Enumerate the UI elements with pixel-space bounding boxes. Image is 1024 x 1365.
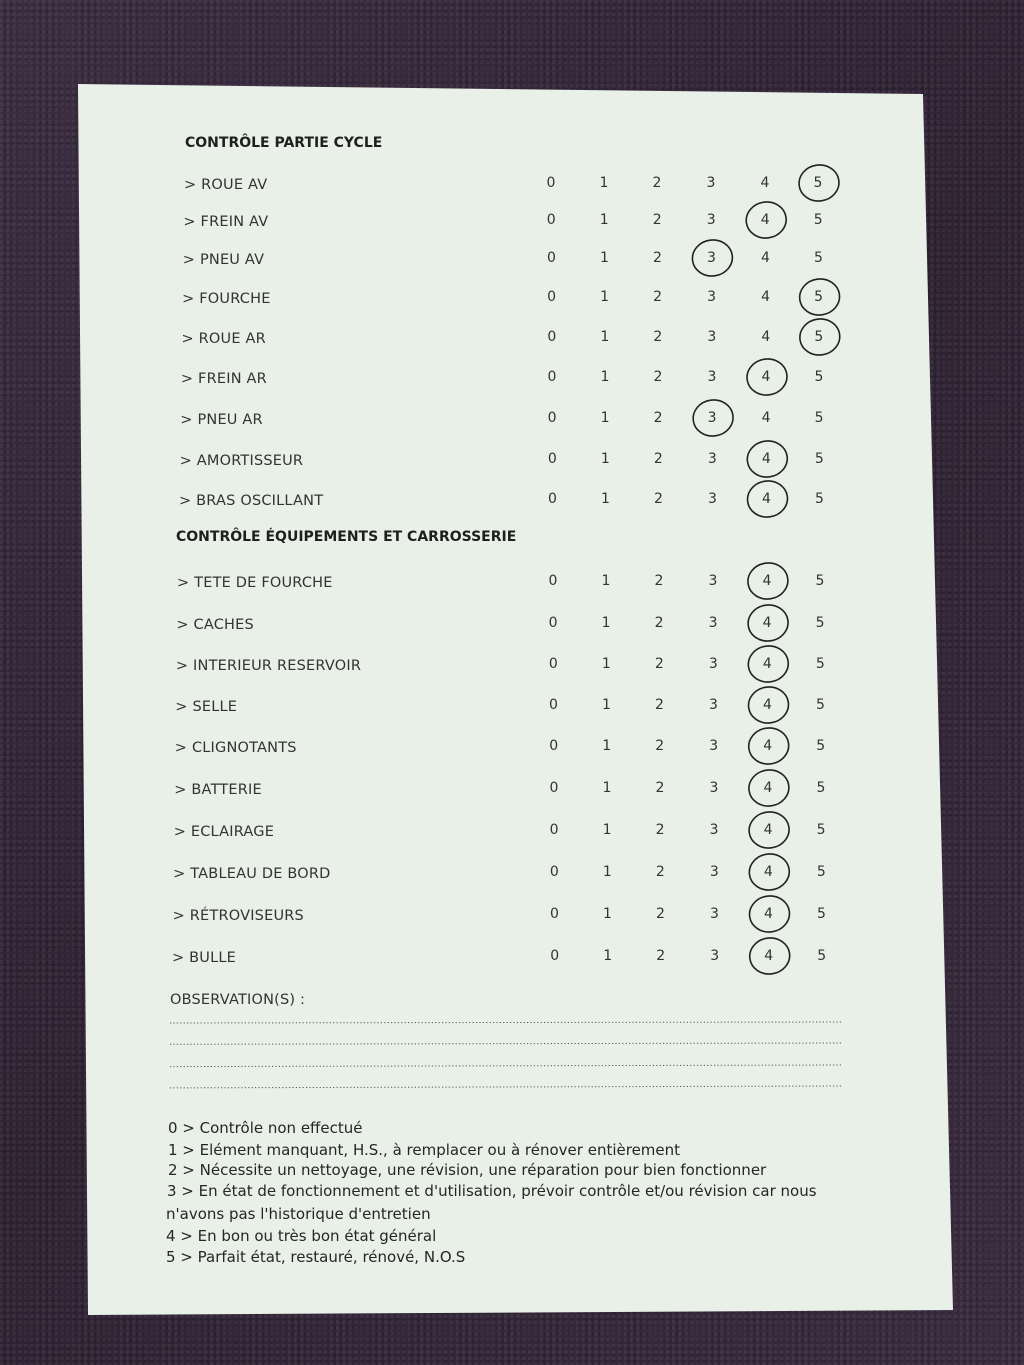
rating-option[interactable]: 3 <box>708 615 718 631</box>
rating-option[interactable]: 2 <box>655 822 665 838</box>
rating-option[interactable]: 0 <box>549 822 559 838</box>
legend-line: 0 > Contrôle non effectué <box>168 1119 363 1137</box>
rating-option[interactable]: 0 <box>549 697 558 713</box>
rating-option[interactable]: 4 <box>762 615 772 631</box>
rating-option[interactable]: 0 <box>548 656 558 672</box>
rating-option[interactable]: 4 <box>760 175 770 191</box>
rating-option[interactable]: 1 <box>601 491 610 507</box>
rating-option[interactable]: 1 <box>601 656 611 672</box>
rating-option[interactable]: 4 <box>760 250 770 266</box>
rating-option[interactable]: 2 <box>652 212 662 228</box>
rating-option[interactable]: 5 <box>815 615 825 631</box>
rating-option[interactable]: 3 <box>708 573 718 589</box>
checklist-item-label: > BULLE <box>172 950 237 966</box>
legend-line: 5 > Parfait état, restauré, rénové, N.O.S <box>166 1248 466 1266</box>
rating-option[interactable]: 3 <box>709 864 719 880</box>
rating-option[interactable]: 3 <box>706 250 716 266</box>
rating-option[interactable]: 4 <box>763 697 772 713</box>
checklist-item-label: > BRAS OSCILLANT <box>179 493 324 509</box>
rating-option[interactable]: 3 <box>709 697 718 713</box>
legend-line: 3 > En état de fonctionnement et d'utilisation, prévoir contrôle et/ou révision car nous <box>167 1182 817 1200</box>
rating-option[interactable]: 2 <box>656 906 665 922</box>
rating-option[interactable]: 4 <box>763 738 773 754</box>
rating-option[interactable]: 5 <box>814 451 824 467</box>
section-title: CONTRÔLE ÉQUIPEMENTS ET CARROSSERIE <box>176 529 517 545</box>
checklist-item-label: > FOURCHE <box>182 291 271 307</box>
rating-option[interactable]: 0 <box>550 948 560 964</box>
checklist-item-label: > PNEU AV <box>182 252 265 268</box>
rating-option[interactable]: 0 <box>546 175 556 191</box>
rating-option[interactable]: 5 <box>813 250 823 266</box>
rating-option[interactable]: 3 <box>709 822 719 838</box>
rating-option[interactable]: 0 <box>549 864 559 880</box>
rating-option[interactable]: 1 <box>600 410 610 426</box>
rating-option[interactable]: 3 <box>708 656 718 672</box>
rating-option[interactable]: 0 <box>550 906 559 922</box>
rating-option[interactable]: 4 <box>761 410 771 426</box>
rating-option[interactable]: 1 <box>600 289 610 305</box>
rating-option[interactable]: 1 <box>601 573 611 589</box>
checklist-item-label: > TABLEAU DE BORD <box>173 866 331 882</box>
legend-line: 2 > Nécessite un nettoyage, une révision, une réparation pour bien fonctionner <box>168 1161 767 1179</box>
rating-option[interactable]: 0 <box>546 250 556 266</box>
rating-option[interactable]: 1 <box>600 369 610 385</box>
checklist-item-label: > SELLE <box>175 699 238 715</box>
checklist-item-label: > TETE DE FOURCHE <box>177 575 333 591</box>
rating-option[interactable]: 4 <box>763 864 773 880</box>
checklist-item-label: > AMORTISSEUR <box>179 453 304 469</box>
checklist-item-label: > ROUE AR <box>181 331 266 347</box>
rating-option[interactable]: 5 <box>815 573 825 589</box>
rating-option[interactable]: 4 <box>760 212 770 228</box>
rating-option[interactable]: 5 <box>814 289 824 305</box>
checklist-item-label: > CACHES <box>176 617 254 633</box>
rating-option[interactable]: 4 <box>761 289 771 305</box>
checklist-item-label: > PNEU AR <box>180 412 263 428</box>
rating-option[interactable]: 5 <box>814 329 824 345</box>
legend-line: n'avons pas l'historique d'entretien <box>166 1205 431 1223</box>
rating-option[interactable]: 5 <box>817 906 826 922</box>
rating-option[interactable]: 3 <box>706 212 716 228</box>
rating-option[interactable]: 4 <box>762 491 771 507</box>
rating-option[interactable]: 1 <box>599 212 609 228</box>
rating-option[interactable]: 3 <box>707 289 717 305</box>
rating-option[interactable]: 5 <box>813 212 823 228</box>
rating-option[interactable]: 1 <box>603 948 613 964</box>
rating-option[interactable]: 3 <box>710 906 719 922</box>
rating-option[interactable]: 0 <box>547 369 557 385</box>
rating-option[interactable]: 5 <box>815 491 824 507</box>
rating-option[interactable]: 3 <box>709 780 719 796</box>
rating-option[interactable]: 2 <box>653 329 663 345</box>
legend-line: 1 > Elément manquant, H.S., à remplacer ou à rénover entièrement <box>168 1141 681 1159</box>
rating-option[interactable]: 4 <box>761 329 771 345</box>
rating-option[interactable]: 3 <box>707 410 717 426</box>
rating-option[interactable]: 1 <box>599 250 609 266</box>
rating-option[interactable]: 5 <box>817 948 827 964</box>
rating-option[interactable]: 5 <box>816 780 826 796</box>
rating-option[interactable]: 1 <box>602 864 612 880</box>
checklist-item-label: > FREIN AR <box>180 371 267 387</box>
rating-option[interactable]: 5 <box>813 175 823 191</box>
rating-option[interactable]: 5 <box>816 738 826 754</box>
rating-option[interactable]: 3 <box>709 738 719 754</box>
rating-option[interactable]: 4 <box>764 948 774 964</box>
checklist-item-label: > RÉTROVISEURS <box>172 908 304 924</box>
observations-label: OBSERVATION(S) : <box>170 992 306 1008</box>
rating-option[interactable]: 5 <box>816 697 825 713</box>
checklist-item-label: > INTERIEUR RESERVOIR <box>175 658 362 674</box>
rating-option[interactable]: 4 <box>763 822 773 838</box>
rating-option[interactable]: 1 <box>600 451 610 467</box>
rating-option[interactable]: 5 <box>816 864 826 880</box>
rating-option[interactable]: 2 <box>654 491 663 507</box>
rating-option[interactable]: 5 <box>814 410 824 426</box>
rating-option[interactable]: 1 <box>600 329 610 345</box>
rating-option[interactable]: 2 <box>652 175 662 191</box>
rating-option[interactable]: 3 <box>707 329 717 345</box>
rating-option[interactable]: 0 <box>547 410 557 426</box>
rating-option[interactable]: 1 <box>602 780 612 796</box>
rating-option[interactable]: 5 <box>816 822 826 838</box>
rating-option[interactable]: 4 <box>764 906 773 922</box>
rating-option[interactable]: 1 <box>602 738 612 754</box>
section-title: CONTRÔLE PARTIE CYCLE <box>185 135 383 151</box>
rating-option[interactable]: 2 <box>655 697 664 713</box>
rating-option[interactable]: 2 <box>653 410 663 426</box>
rating-option[interactable]: 5 <box>814 369 824 385</box>
checklist-item-label: > ECLAIRAGE <box>173 824 275 840</box>
rating-option[interactable]: 3 <box>707 369 717 385</box>
rating-option[interactable]: 3 <box>708 491 717 507</box>
rating-option[interactable]: 2 <box>654 615 664 631</box>
rating-option[interactable]: 0 <box>547 329 557 345</box>
rating-option[interactable]: 0 <box>548 491 557 507</box>
rating-option[interactable]: 2 <box>655 738 665 754</box>
rating-option[interactable]: 3 <box>710 948 720 964</box>
rating-option[interactable]: 2 <box>656 948 666 964</box>
rating-option[interactable]: 1 <box>602 822 612 838</box>
rating-option[interactable]: 4 <box>762 656 772 672</box>
rating-option[interactable]: 4 <box>761 451 771 467</box>
legend-line: 4 > En bon ou très bon état général <box>166 1227 437 1245</box>
checklist-item-label: > BATTERIE <box>174 782 262 798</box>
rating-option[interactable]: 1 <box>603 906 612 922</box>
rating-option[interactable]: 2 <box>655 780 665 796</box>
rating-option[interactable]: 2 <box>653 451 663 467</box>
checklist-item-label: > CLIGNOTANTS <box>174 740 297 756</box>
rating-option[interactable]: 0 <box>548 615 558 631</box>
rating-option[interactable]: 2 <box>653 289 663 305</box>
rating-option[interactable]: 0 <box>547 289 557 305</box>
rating-option[interactable]: 0 <box>546 212 556 228</box>
checklist-item-label: > ROUE AV <box>184 177 268 193</box>
checklist-item-label: > FREIN AV <box>183 214 269 230</box>
rating-option[interactable]: 0 <box>548 573 558 589</box>
rating-option[interactable]: 0 <box>549 738 559 754</box>
rating-option[interactable]: 2 <box>654 656 664 672</box>
rating-option[interactable]: 1 <box>599 175 609 191</box>
rating-option[interactable]: 1 <box>601 615 611 631</box>
rating-option[interactable]: 3 <box>707 451 717 467</box>
rating-option[interactable]: 2 <box>653 369 663 385</box>
rating-option[interactable]: 4 <box>761 369 771 385</box>
rating-option[interactable]: 3 <box>706 175 716 191</box>
rating-option[interactable]: 4 <box>763 780 773 796</box>
rating-option[interactable]: 1 <box>602 697 611 713</box>
rating-option[interactable]: 0 <box>549 780 559 796</box>
rating-option[interactable]: 5 <box>815 656 825 672</box>
rating-option[interactable]: 0 <box>547 451 557 467</box>
rating-option[interactable]: 2 <box>654 573 664 589</box>
rating-option[interactable]: 2 <box>655 864 665 880</box>
rating-option[interactable]: 4 <box>762 573 772 589</box>
rating-option[interactable]: 2 <box>652 250 662 266</box>
